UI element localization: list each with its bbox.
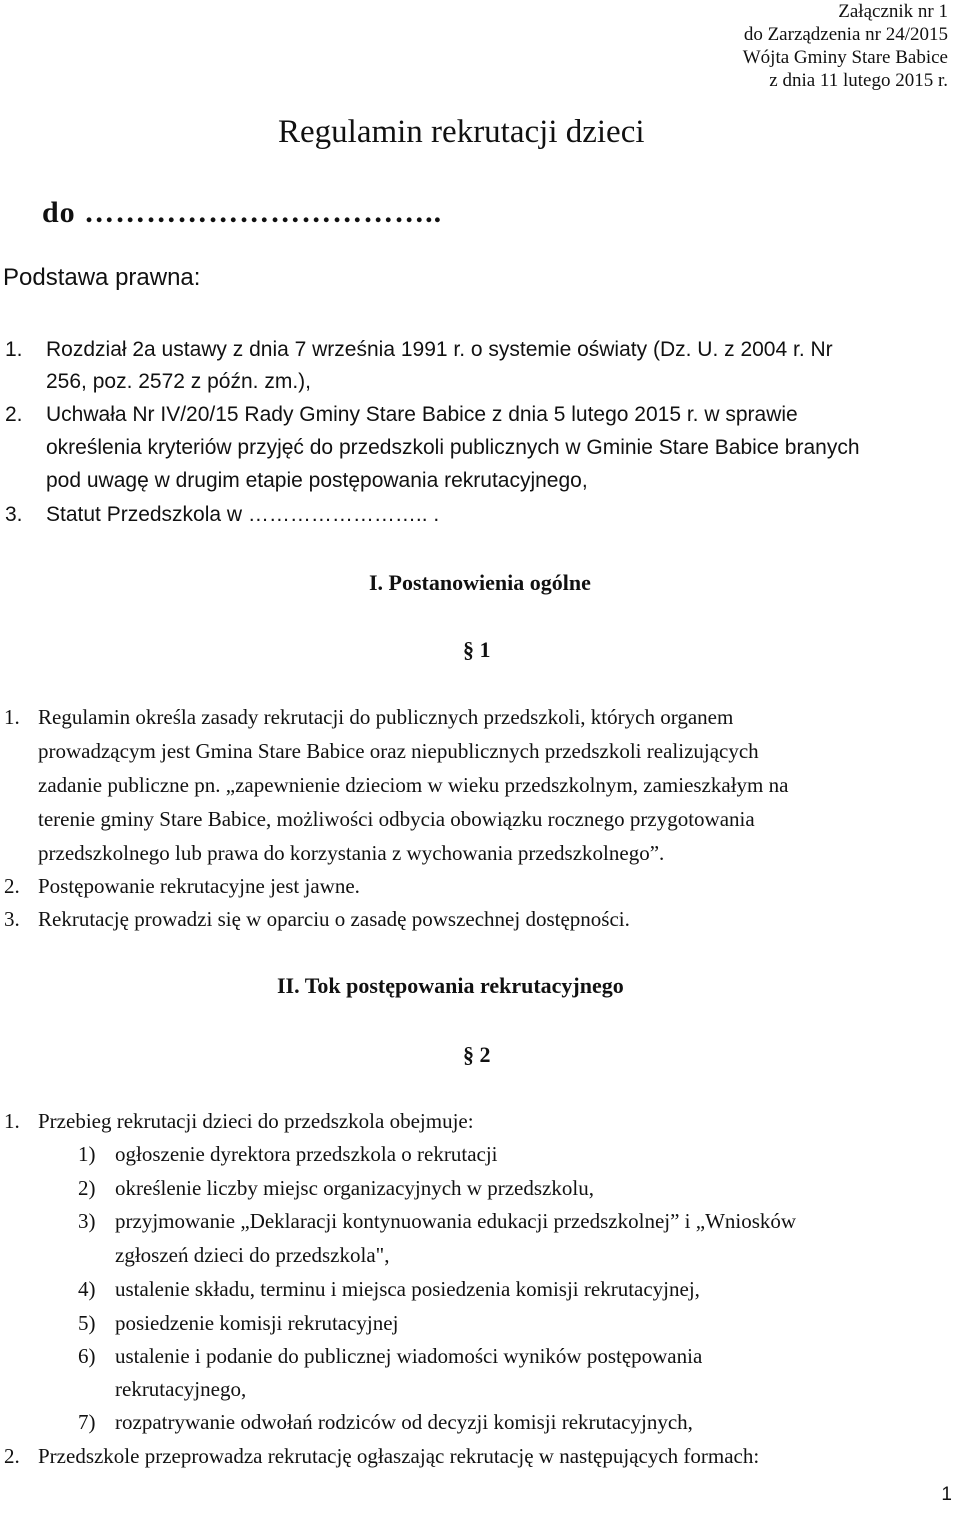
s2-sub-num-5: 5) (78, 1311, 96, 1335)
s2-sub-6-line-1: ustalenie i podanie do publicznej wiadomości wyników postępowania (115, 1344, 703, 1368)
s1-num-3: 3. (4, 907, 20, 931)
legal-basis-1-line-1: Rozdział 2a ustawy z dnia 7 września 1991 r. o systemie oświaty (Dz. U. z 2004 r. Nr (46, 338, 833, 361)
s2-sub-4-line-1: ustalenie składu, terminu i miejsca posiedzenia komisji rekrutacyjnej, (115, 1277, 700, 1301)
s2-num-1: 1. (4, 1109, 20, 1133)
s2-sub-5-line-1: posiedzenie komisji rekrutacyjnej (115, 1311, 399, 1335)
legal-basis-num-1: 1. (5, 338, 23, 361)
s1-item-2-line-1: Postępowanie rekrutacyjne jest jawne. (38, 874, 360, 898)
legal-basis-2-line-3: pod uwagę w drugim etapie postępowania rekrutacyjnego, (46, 469, 588, 492)
legal-basis-num-3: 3. (5, 503, 23, 526)
s2-sub-num-6: 6) (78, 1344, 96, 1368)
s2-sub-num-7: 7) (78, 1410, 96, 1434)
legal-basis-heading: Podstawa prawna: (3, 264, 201, 291)
s1-num-1: 1. (4, 705, 20, 729)
legal-basis-1-line-2: 256, poz. 2572 z późn. zm.), (46, 370, 311, 393)
section-2-paragraph-mark: § 2 (463, 1042, 491, 1067)
attachment-line-4: z dnia 11 lutego 2015 r. (769, 70, 948, 91)
document-title: Regulamin rekrutacji dzieci (278, 114, 645, 150)
s2-sub-1-line-1: ogłoszenie dyrektora przedszkola o rekrutacji (115, 1142, 498, 1166)
s1-item-1-line-2: prowadzącym jest Gmina Stare Babice oraz niepublicznych przedszkoli realizujących (38, 739, 759, 763)
s2-sub-num-4: 4) (78, 1277, 96, 1301)
s1-item-1-line-3: zadanie publiczne pn. „zapewnienie dzieciom w wieku przedszkolnym, zamieszkałym na (38, 773, 789, 797)
s2-sub-num-1: 1) (78, 1142, 96, 1166)
section-1-heading: I. Postanowienia ogólne (369, 570, 591, 595)
s2-sub-6-line-2: rekrutacyjnego, (115, 1377, 247, 1401)
attachment-line-1: Załącznik nr 1 (838, 1, 948, 22)
s2-item-2: Przedszkole przeprowadza rekrutację ogłaszając rekrutację w następujących formach: (38, 1444, 760, 1468)
s2-item-1: Przebieg rekrutacji dzieci do przedszkola obejmuje: (38, 1109, 474, 1133)
target-preschool-line: do …………………………….. (42, 196, 443, 229)
legal-basis-2-line-1: Uchwała Nr IV/20/15 Rady Gminy Stare Babice z dnia 5 lutego 2015 r. w sprawie (46, 403, 798, 426)
s2-sub-3-line-1: przyjmowanie „Deklaracji kontynuowania edukacji przedszkolnej” i „Wniosków (115, 1209, 797, 1233)
s2-sub-num-2: 2) (78, 1176, 96, 1200)
attachment-header (743, 0, 948, 92)
legal-basis-num-2: 2. (5, 403, 23, 426)
attachment-line-3: Wójta Gminy Stare Babice (742, 47, 948, 68)
section-2-heading: II. Tok postępowania rekrutacyjnego (277, 973, 624, 998)
s2-sub-7-line-1: rozpatrywanie odwołań rodziców od decyzji komisji rekrutacyjnych, (115, 1410, 693, 1434)
s2-num-2: 2. (4, 1444, 20, 1468)
legal-basis-2-line-2: określenia kryteriów przyjęć do przedszkoli publicznych w Gminie Stare Babice branych (46, 436, 860, 459)
s1-num-2: 2. (4, 874, 20, 898)
s2-sub-num-3: 3) (78, 1209, 96, 1233)
section-1-paragraph-mark: § 1 (463, 637, 491, 662)
s1-item-1-line-1: Regulamin określa zasady rekrutacji do publicznych przedszkoli, których organem (38, 705, 734, 729)
s2-sub-2-line-1: określenie liczby miejsc organizacyjnych w przedszkolu, (115, 1176, 594, 1200)
s2-sub-3-line-2: zgłoszeń dzieci do przedszkola", (115, 1243, 390, 1267)
s1-item-3-line-1: Rekrutację prowadzi się w oparciu o zasadę powszechnej dostępności. (38, 907, 630, 931)
attachment-line-2: do Zarządzenia nr 24/2015 (743, 24, 948, 45)
s1-item-1-line-5: przedszkolnego lub prawa do korzystania z wychowania przedszkolnego”. (38, 841, 665, 865)
legal-basis-3-line-1: Statut Przedszkola w …………………….. . (46, 503, 440, 526)
s1-item-1-line-4: terenie gminy Stare Babice, możliwości odbycia obowiązku rocznego przygotowania (38, 807, 755, 831)
page-number: 1 (941, 1484, 952, 1505)
